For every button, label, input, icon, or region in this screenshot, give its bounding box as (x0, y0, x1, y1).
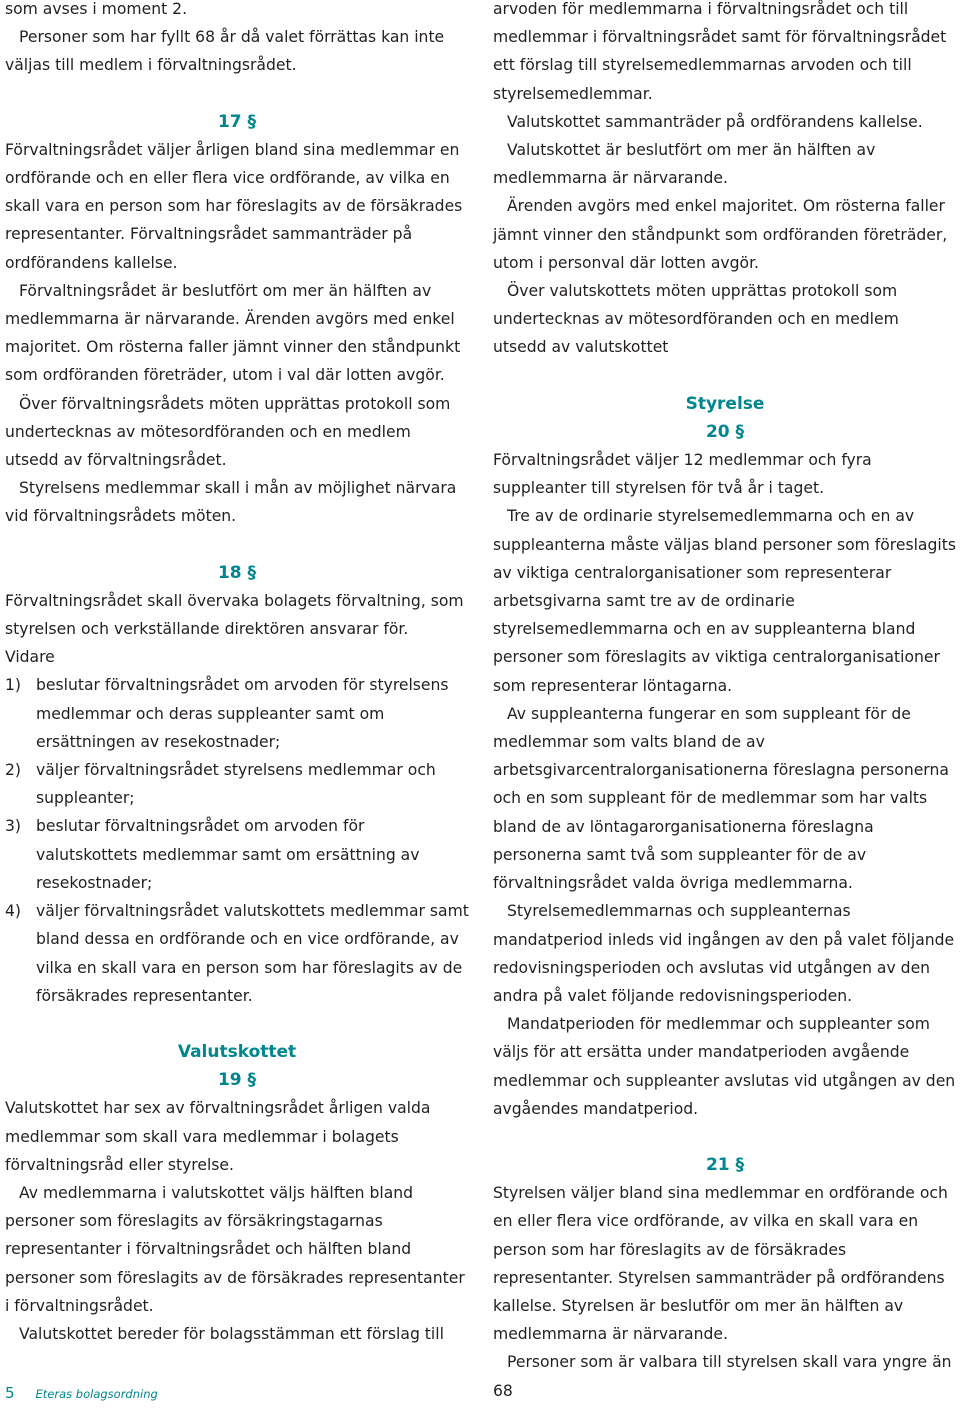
paragraph: Personer som är valbara till styrelsen skall vara yngre än 68 (493, 1353, 952, 1400)
paragraph: Mandatperioden för medlemmar och suppleanter som väljs för att ersätta under mandatperioden avgående medlemmar och suppleanter avslutas vid utgången av den avgåendes mandatperiod. (493, 1015, 956, 1118)
paragraph: Valutskottet är beslutfört om mer än hälften av medlemmarna är närvarande. (493, 141, 876, 188)
section-heading-21: 21 § (705, 1154, 745, 1175)
paragraph: Förvaltningsrådet är beslutfört om mer än hälften av medlemmarna är närvarande. Ärenden avgörs med enkel majoritet. Om rösterna faller jämnt vinner den ståndpunkt som ordföranden företräder, utom i val där lotten avgör. (5, 281, 461, 385)
paragraph: Valutskottet sammanträder på ordförandens kallelse. (507, 112, 923, 131)
paragraph: Över valutskottets möten upprättas protokoll som undertecknas av mötesordföranden och en medlem utsedd av valutskottet (493, 282, 899, 357)
paragraph: Styrelsen väljer bland sina medlemmar en ordförande och en eller flera vice ordförande, av vilka en skall vara en person som har föreslagits av de försäkrades representanter. Styrelsen sammanträder på ordförandens kallelse. Styrelsen är beslutför om mer än hälften av medlemmarna är närvarande. (493, 1184, 948, 1344)
section-heading-20: 20 § (705, 421, 745, 442)
section-title-valutskottet: Valutskottet (177, 1041, 297, 1062)
paragraph: Av suppleanterna fungerar en som suppleant för de medlemmar som valts bland de av arbetsgivarcentralorganisationerna föreslagna personerna och en som suppleant för de medlemmar som har valts bland de av löntagarorganisationerna föreslagna personerna samt två som suppleanter för de av förvaltningsrådet valda övriga medlemmarna. (493, 704, 949, 893)
list-item: 2) väljer förvaltningsrådet styrelsens medlemmar och suppleanter; (5, 761, 436, 808)
paragraph: Personer som har fyllt 68 år då valet förrättas kan inte väljas till medlem i förvaltningsrådet. (5, 28, 445, 75)
right-column (493, 0, 957, 1405)
section-heading-19: 19 § (217, 1070, 257, 1091)
paragraph: Ärenden avgörs med enkel majoritet. Om rösterna faller jämnt vinner den ståndpunkt som ordföranden företräder, utom i personval där lotten avgör. (493, 197, 948, 272)
paragraph: Valutskottet har sex av förvaltningsrådet årligen valda medlemmar som skall vara medlemmar i bolagets förvaltningsråd eller styrelse. (5, 1099, 431, 1174)
paragraph: som avses i moment 2. (5, 0, 188, 18)
list-item: 1) beslutar förvaltningsrådet om arvoden för styrelsens medlemmar och deras suppleanter samt om ersättningen av resekostnader; (5, 676, 449, 751)
list-item: 3) beslutar förvaltningsrådet om arvoden för valutskottets medlemmar samt om ersättning av resekostnader; (5, 817, 420, 892)
section-heading-17: 17 § (217, 111, 257, 132)
page-number: 5 (5, 1384, 15, 1402)
document-title: Eteras bolagsordning (35, 1387, 158, 1401)
paragraph: Över förvaltningsrådets möten upprättas protokoll som undertecknas av mötesordföranden och en medlem utsedd av förvaltningsrådet. (5, 394, 451, 470)
paragraph: Av medlemmarna i valutskottet väljs hälften bland personer som föreslagits av försäkringstagarnas representanter i förvaltningsrådet och hälften bland personer som föreslagits av de försäkrades representanter i förvaltningsrådet. (5, 1183, 465, 1315)
list-item: 4) väljer förvaltningsrådet valutskottets medlemmar samt bland dessa en ordförande och en vice ordförande, av vilka en skall vara en person som har föreslagits av de försäkrades representanter. (5, 902, 469, 1005)
paragraph: Förvaltningsrådet väljer 12 medlemmar och fyra suppleanter till styrelsen för två år i taget. (493, 451, 872, 498)
paragraph: arvoden för medlemmarna i förvaltningsrådet och till medlemmar i förvaltningsrådet samt för förvaltningsrådet ett förslag till styrelsemedlemmarnas arvoden och till styrelsemedlemmar. (493, 0, 947, 103)
paragraph: Förvaltningsrådet skall övervaka bolagets förvaltning, som styrelsen och verkställande direktören ansvarar för. (5, 591, 464, 639)
left-column (5, 0, 469, 1348)
numbered-list (5, 671, 469, 1009)
paragraph: Förvaltningsrådet väljer årligen bland sina medlemmar en ordförande och en eller flera vice ordförande, av vilka en skall vara en person som har föreslagits av de försäkrades representanter. Förvaltningsrådet sammanträder på ordförandens kallelse. (5, 140, 463, 272)
page-footer (5, 1383, 158, 1404)
paragraph: Valutskottet bereder för bolagsstämman ett förslag till (19, 1324, 444, 1343)
section-title-styrelse: Styrelse (685, 393, 765, 414)
paragraph: Tre av de ordinarie styrelsemedlemmarna och en av suppleanterna måste väljas bland personer som föreslagits av viktiga centralorganisationer som representerar arbetsgivarna samt tre av de ordinarie styrelsemedlemmarna och en av suppleanterna bland personer som föreslagits av viktiga centralorganisationer som representerar löntagarna. (493, 507, 956, 695)
paragraph: Styrelsemedlemmarnas och suppleanternas mandatperiod inleds vid ingången av den på valet följande redovisningsperioden och avslutas vid utgången av den andra på valet följande redovisningsperioden. (493, 902, 955, 1005)
paragraph: Styrelsens medlemmar skall i mån av möjlighet närvara vid förvaltningsrådets möten. (5, 479, 457, 526)
paragraph: Vidare (5, 648, 55, 667)
section-heading-18: 18 § (217, 562, 257, 583)
